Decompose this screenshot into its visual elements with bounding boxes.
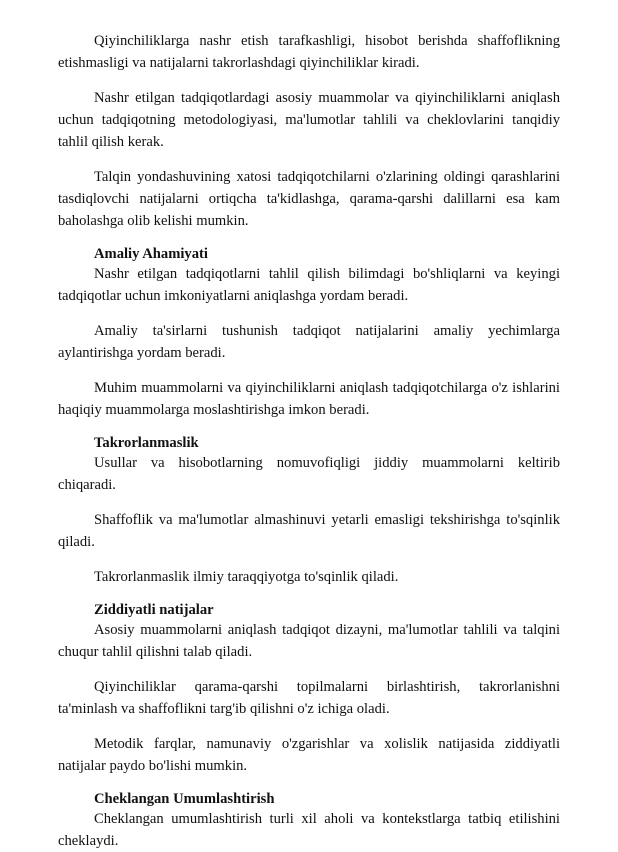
intro-paragraph-1: Qiyinchiliklarga nashr etish tarafkashligi, hisobot berishda shaffoflikning etishmasligi va natijalarni takrorlashdagi qiyinchiliklar kiradi. (58, 33, 560, 71)
intro-paragraph-2: Nashr etilgan tadqiqotlardagi asosiy muammolar va qiyinchiliklarni aniqlash uchun tadqiqotning metodologiyasi, ma'lumotlar tahlili va cheklovlarini tanqidiy tahlil qilish kerak. (58, 90, 560, 150)
section-heading-ziddiyatli-natijalar: Ziddiyatli natijalar (94, 602, 214, 618)
section-1-paragraph-2: Amaliy ta'sirlarni tushunish tadqiqot natijalarini amaliy yechimlarga aylantirishga yordam beradi. (58, 323, 560, 361)
section-2-paragraph-2: Shaffoflik va ma'lumotlar almashinuvi yetarli emasligi tekshirishga to'sqinlik qiladi. (58, 512, 560, 550)
section-1-paragraph-1: Nashr etilgan tadqiqotlarni tahlil qilish bilimdagi bo'shliqlarni va keyingi tadqiqotlar uchun imkoniyatlarni aniqlashga yordam beradi. (58, 266, 560, 304)
section-3-paragraph-1: Asosiy muammolarni aniqlash tadqiqot dizayni, ma'lumotlar tahlili va talqini chuqur tahlil qilishni talab qiladi. (58, 622, 560, 660)
section-heading-cheklangan-umumlashtirish: Cheklangan Umumlashtirish (94, 791, 275, 807)
section-2-paragraph-1: Usullar va hisobotlarning nomuvofiqligi jiddiy muammolarni keltirib chiqaradi. (58, 455, 560, 493)
section-1-paragraph-3: Muhim muammolarni va qiyinchiliklarni aniqlash tadqiqotchilarga o'z ishlarini haqiqiy muammolarga moslashtirishga imkon beradi. (58, 380, 560, 418)
section-4-paragraph-1: Cheklangan umumlashtirish turli xil aholi va kontekstlarga tatbiq etilishini cheklaydi. (58, 811, 560, 849)
section-3-paragraph-2: Qiyinchiliklar qarama-qarshi topilmalarni birlashtirish, takrorlanishni ta'minlash va shaffoflikni targ'ib qilishni o'z ichiga oladi. (58, 679, 560, 717)
intro-paragraph-3: Talqin yondashuvining xatosi tadqiqotchilarni o'zlarining oldingi qarashlarini tasdiqlovchi natijalarni ortiqcha ta'kidlashga, qarama-qarshi dalillarni esa kam baholashga olib kelishi mumkin. (58, 169, 560, 229)
section-heading-takrorlanmaslik: Takrorlanmaslik (94, 435, 199, 451)
section-heading-amaliy-ahamiyati: Amaliy Ahamiyati (94, 246, 208, 262)
section-2-paragraph-3: Takrorlanmaslik ilmiy taraqqiyotga to'sqinlik qiladi. (94, 569, 399, 585)
section-3-paragraph-3: Metodik farqlar, namunaviy o'zgarishlar va xolislik natijasida ziddiyatli natijalar paydo bo'lishi mumkin. (58, 736, 560, 774)
